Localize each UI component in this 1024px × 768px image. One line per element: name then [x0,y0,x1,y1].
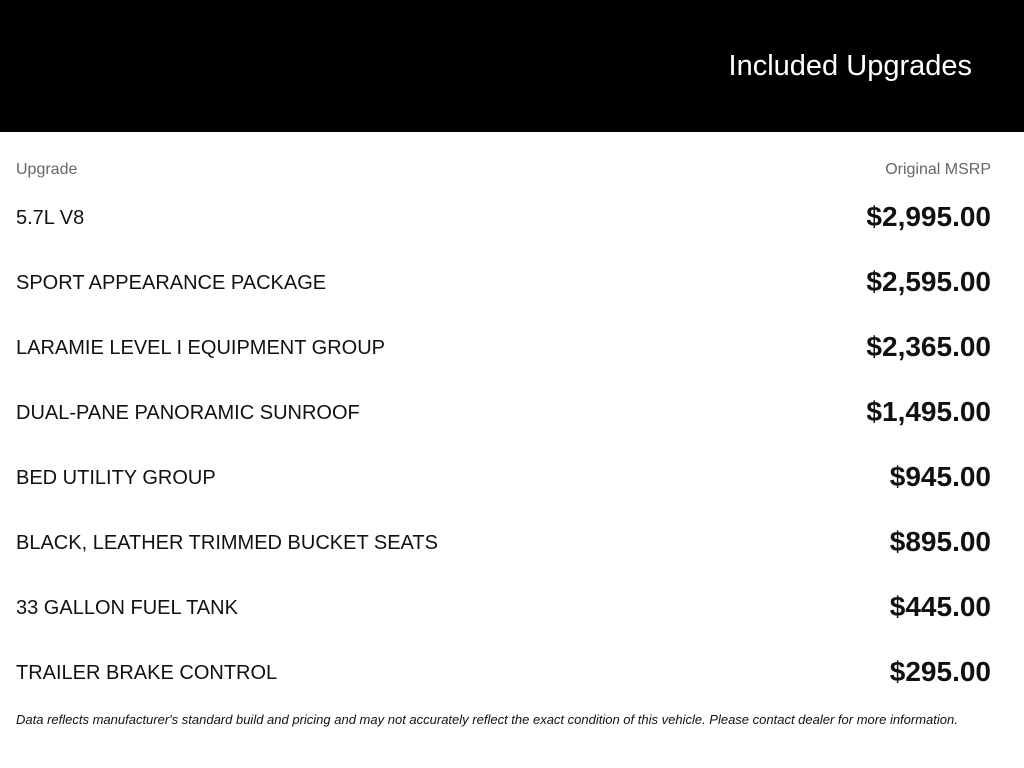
upgrade-price: $295.00 [889,656,991,687]
upgrade-name: BED UTILITY GROUP [16,467,216,489]
upgrade-price: $2,595.00 [866,266,991,297]
list-item [0,645,1024,710]
upgrade-price: $2,995.00 [866,201,991,232]
upgrade-price: $2,365.00 [866,331,991,362]
upgrade-name: TRAILER BRAKE CONTROL [16,662,278,684]
upgrade-name: SPORT APPEARANCE PACKAGE [16,272,327,294]
page-header [0,0,1024,132]
upgrade-name: BLACK, LEATHER TRIMMED BUCKET SEATS [16,532,438,554]
list-item [0,255,1024,320]
list-item [0,515,1024,580]
page-title: Included Upgrades [728,50,972,82]
upgrade-name: LARAMIE LEVEL I EQUIPMENT GROUP [16,337,385,359]
column-header-msrp: Original MSRP [885,161,991,178]
list-item [0,190,1024,255]
upgrade-list [0,190,1024,710]
list-item [0,450,1024,515]
list-item [0,320,1024,385]
column-header-upgrade: Upgrade [16,161,78,178]
upgrade-name: 5.7L V8 [16,207,85,229]
upgrade-price: $945.00 [889,461,991,492]
disclaimer-text: Data reflects manufacturer's standard build and pricing and may not accurately reflect the exact condition of this vehicle. Please contact dealer for more information. [16,712,958,727]
upgrade-name: DUAL-PANE PANORAMIC SUNROOF [16,402,360,424]
upgrade-name: 33 GALLON FUEL TANK [16,597,238,619]
upgrade-price: $895.00 [889,526,991,557]
upgrade-price: $445.00 [889,591,991,622]
upgrade-price: $1,495.00 [866,396,991,427]
list-item [0,580,1024,645]
list-item [0,385,1024,450]
